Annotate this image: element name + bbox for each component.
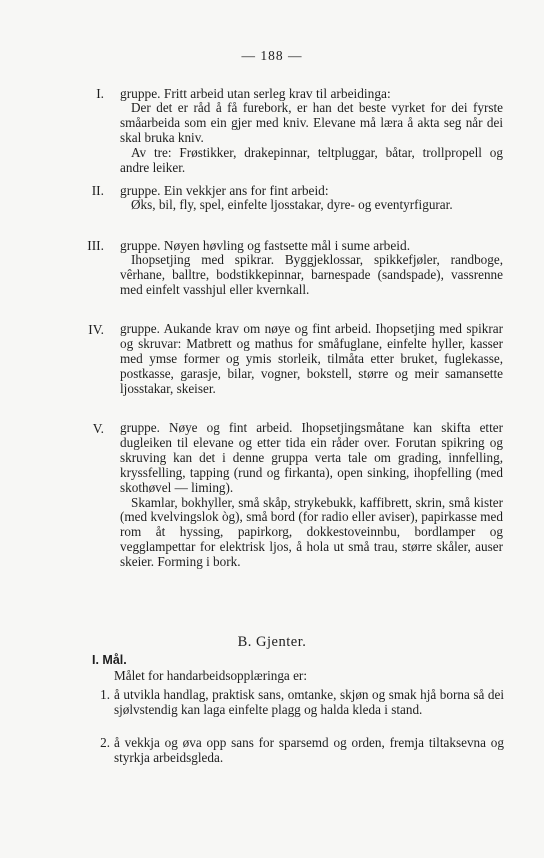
section-2-number: II. [91, 183, 104, 198]
section-b-subheading: I. Mål. [92, 653, 127, 667]
section-2-heading: gruppe. Ein vekkjer ans for fint arbeid: [120, 183, 329, 198]
section-2-body [120, 198, 503, 213]
section-1-paragraph-1: Der det er råd å få furebork, er han det beste vyrket for dei fyrste småarbeida som ein gjer med kniv. Elevane må læra å akta seg når dei skal bruka kniv. [120, 100, 503, 145]
section-b-intro: Målet for handarbeidsopplæringa er: [114, 668, 307, 683]
list-item-2-text: å vekkja og øva opp sans for sparsemd og orden, fremja tiltaksevna og styrkja arbeidsgleda. [114, 735, 504, 765]
section-4-body [120, 322, 503, 397]
section-4-paragraph-1: gruppe. Aukande krav om nøye og fint arbeid. Ihopsetjing med spikrar og skruvar: Matbrett og mathus for småfuglane, einfelte hyller, kasser med ymse former og ymis storleik, tilmåta etter bruket, fuglekasse, postkasse, garasje, bilar, vogner, bokstell, større og meir samansette ljosstakar, skeiser. [120, 321, 503, 396]
section-5-paragraph-1: gruppe. Nøye og fint arbeid. Ihopsetjingsmåtane kan skifta etter dugleiken til elevane og etter tida ein råder over. Forutan spikring og skruving kan det i denne gruppa verta tale om grading, innfelling, kryssfelling, tapping (rund og firkanta), open sinking, ihopfelling (med skothøvel — liming). [120, 420, 503, 495]
page-number: — 188 — [241, 48, 303, 63]
section-1-number: I. [96, 86, 104, 101]
list-item-1-text: å utvikla handlag, praktisk sans, omtanke, skjøn og smak hjå borna så dei sjølvstendig kan laga einfelte plagg og halda kleda i stand. [114, 687, 504, 717]
section-3-paragraph-1: Ihopsetjing med spikrar. Byggjeklossar, spikkefjøler, randboge, vêrhane, balltre, bodstikkepinnar, barnespade (sandspade), vassrenne med einfelt vasshjul eller kvernkall. [120, 252, 503, 297]
section-5-number: V. [92, 421, 104, 436]
section-b-title: B. Gjenter. [237, 634, 307, 650]
list-item-1-number: 1. [100, 687, 110, 702]
section-2-paragraph-1: Øks, bil, fly, spel, einfelte ljosstakar, dyre- og eventyrfigurar. [131, 197, 453, 212]
section-4-number: IV. [88, 322, 104, 337]
section-5-paragraph-2: Skamlar, bokhyller, små skåp, strykebukk, kaffibrett, skrin, små kister (med kvelvingslok òg), små bord (for radio eller aviser), papirkasse med rom åt hyssing, papirkorg, dokkestoveinnbu, bordlamper og vegglampettar for elektrisk ljos, å hola ut små trau, større skåler, auser skeier. Forming i bork. [120, 494, 503, 570]
section-1-heading: gruppe. Fritt arbeid utan serleg krav til arbeidinga: [120, 86, 391, 101]
list-item-2-number: 2. [100, 735, 110, 750]
section-3-heading: gruppe. Nøyen høvling og fastsette mål i sume arbeid. [120, 238, 411, 253]
section-3-number: III. [87, 238, 104, 253]
section-1-body [120, 101, 503, 176]
section-5-body [120, 421, 503, 570]
section-3-body [120, 253, 503, 298]
section-1-paragraph-2: Av tre: Frøstikker, drakepinnar, teltpluggar, båtar, trollpropell og andre leiker. [120, 144, 503, 175]
